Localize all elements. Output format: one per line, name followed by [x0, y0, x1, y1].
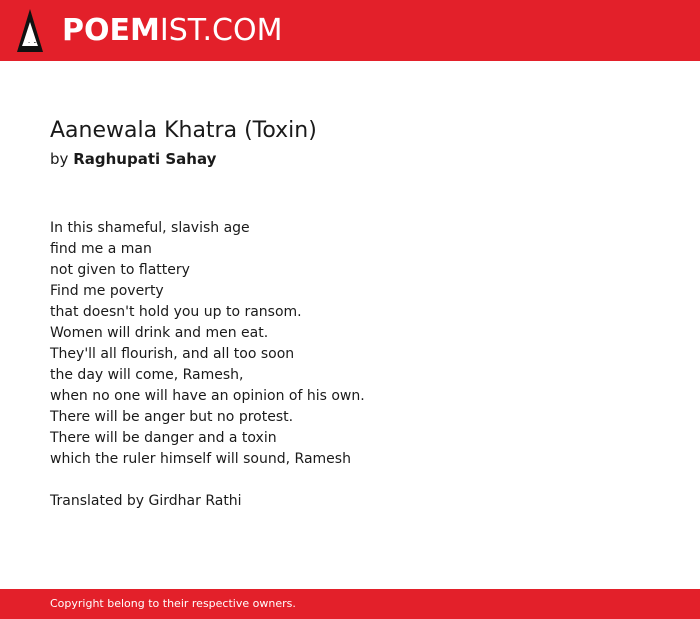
poem-line: In this shameful, slavish age — [50, 220, 250, 236]
poem-title: Aanewala Khatra (Toxin) — [50, 118, 317, 143]
poem-body — [50, 218, 365, 470]
poem-line: There will be anger but no protest. — [50, 409, 294, 425]
logo-text-light: IST.COM — [159, 13, 283, 48]
byline — [50, 149, 216, 169]
translator-credit: Translated by Girdhar Rathi — [50, 493, 242, 509]
author-name: Raghupati Sahay — [73, 150, 217, 168]
by-label: by — [50, 150, 69, 168]
poem-line: the day will come, Ramesh, — [50, 367, 244, 383]
logo-text-bold: POEM — [62, 13, 160, 48]
poem-line: when no one will have an opinion of his own. — [50, 388, 365, 404]
poem-line: that doesn't hold you up to ransom. — [50, 304, 302, 320]
poem-line: Find me poverty — [50, 283, 164, 299]
copyright-notice: Copyright belong to their respective owners. — [50, 597, 296, 610]
poem-line: They'll all flourish, and all too soon — [50, 346, 295, 362]
header-bar — [0, 0, 700, 61]
poem-line: Women will drink and men eat. — [50, 325, 269, 341]
poem-line: There will be danger and a toxin — [50, 430, 277, 446]
poem-line: which the ruler himself will sound, Ramesh — [50, 451, 351, 467]
pencil-mountain-icon — [17, 9, 43, 52]
poem-line: not given to flattery — [50, 262, 190, 278]
footer-bar — [0, 589, 700, 619]
site-logo[interactable] — [62, 12, 282, 50]
poem-line: find me a man — [50, 241, 152, 257]
